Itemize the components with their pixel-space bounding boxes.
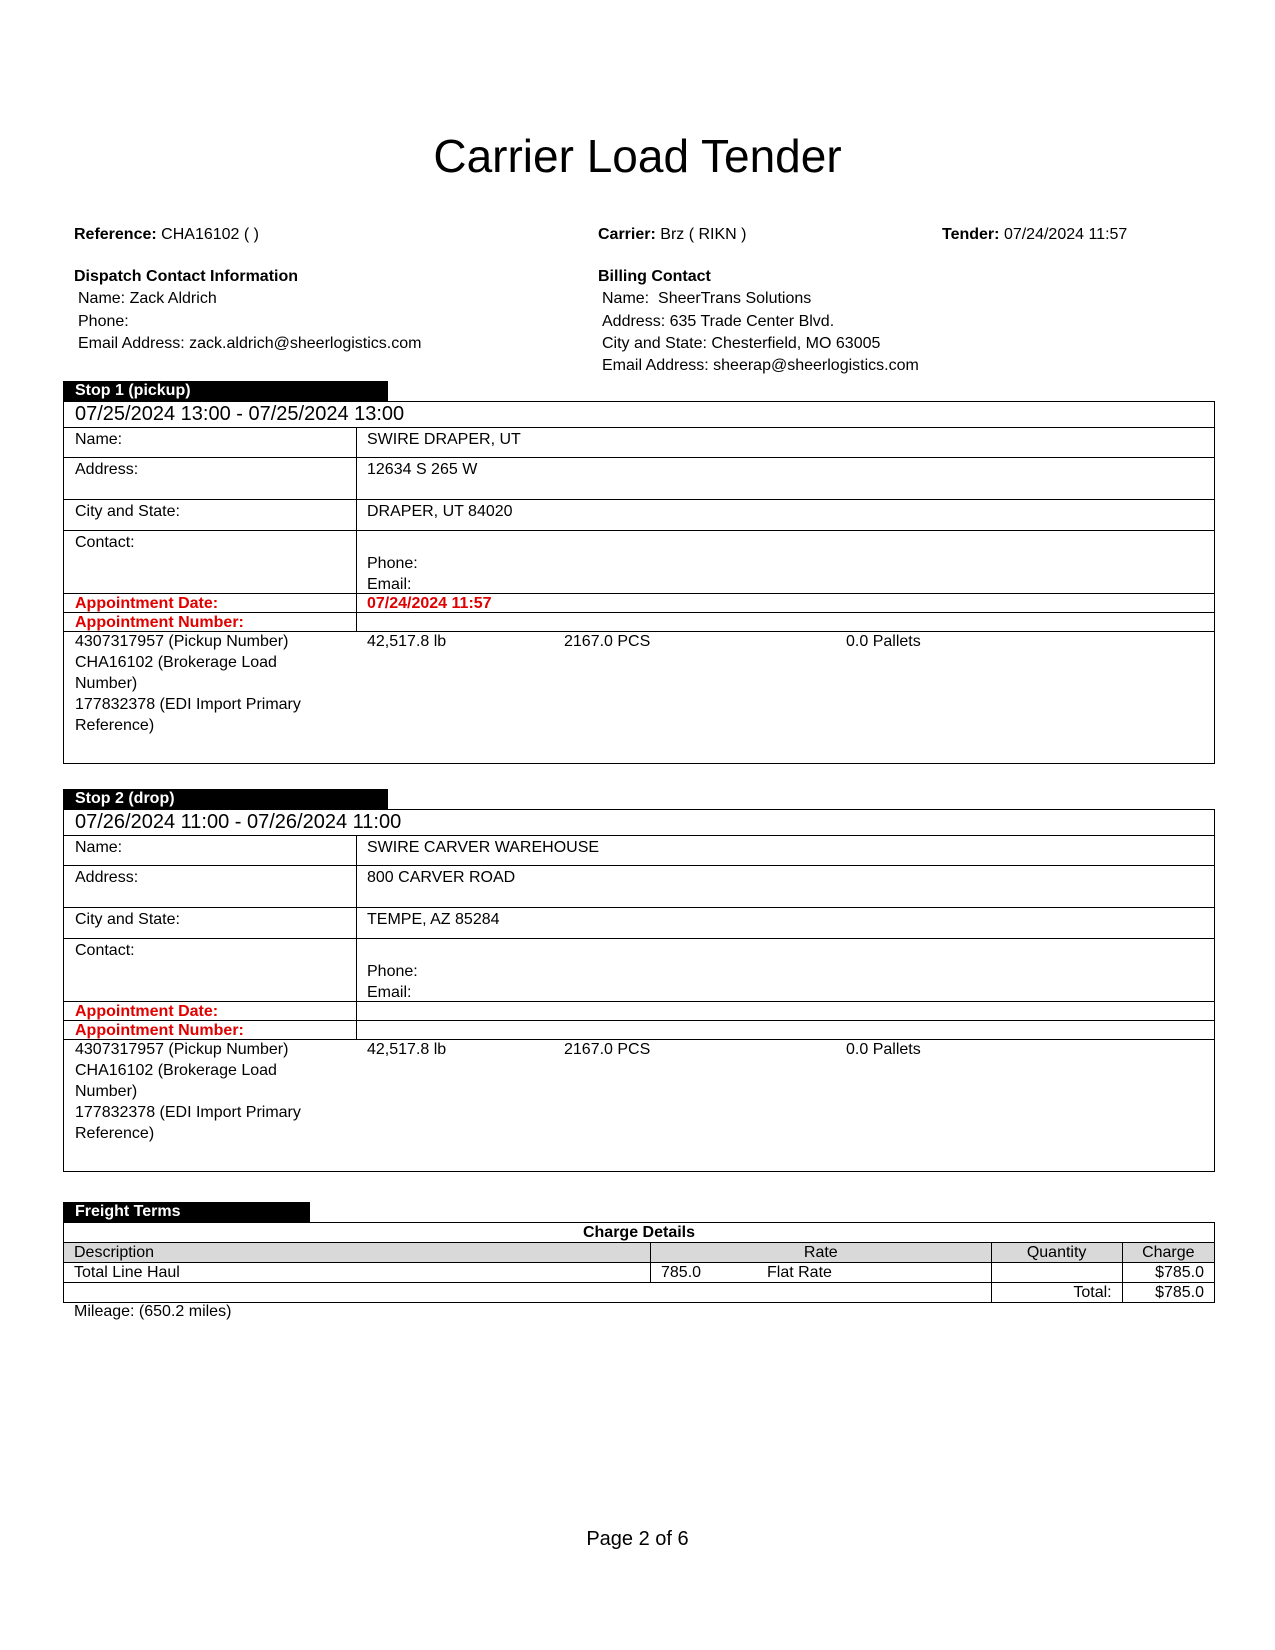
stop-1-weight: 42,517.8 lb <box>367 633 447 650</box>
stop-2-ref-1: 4307317957 (Pickup Number) <box>75 1041 289 1058</box>
stop-2-ref-4: 177832378 (EDI Import Primary <box>75 1104 301 1121</box>
billing-city-value: Chesterfield, MO 63005 <box>711 335 881 352</box>
stop-1-pieces: 2167.0 PCS <box>564 633 651 650</box>
dispatch-phone: Phone: <box>78 313 129 330</box>
tender-field <box>942 224 1127 246</box>
stop-2-appt-date-row <box>64 1001 1214 1021</box>
total-spacer <box>64 1283 992 1303</box>
stop-2-name-value: SWIRE CARVER WAREHOUSE <box>367 839 600 856</box>
line-description: Total Line Haul <box>64 1263 651 1283</box>
billing-address-value: 635 Trade Center Blvd. <box>669 313 835 330</box>
tender-value: 07/24/2024 11:57 <box>1003 226 1128 243</box>
billing-city-label: City and State: <box>602 335 707 352</box>
charge-total-row <box>64 1283 1215 1303</box>
stop-2-phone-label: Phone: <box>367 963 418 980</box>
stop-2-city-value: TEMPE, AZ 85284 <box>367 911 500 928</box>
billing-name-value: SheerTrans Solutions <box>658 290 812 307</box>
stop-1-appt-number-row <box>64 612 1214 632</box>
stop-1-details-row <box>64 631 1214 763</box>
reference-field <box>74 224 259 246</box>
billing-email: Email Address: sheerap@sheerlogistics.com <box>602 357 919 374</box>
billing-address-label: Address: <box>602 313 666 330</box>
stop-1-address-row <box>64 457 1214 500</box>
freight-terms-tab: Freight Terms <box>63 1202 310 1222</box>
stop-1-name-row <box>64 427 1214 458</box>
charge-header-row <box>64 1243 1215 1263</box>
stop-2-ref-5: Reference) <box>75 1125 155 1142</box>
stop-2-appt-number-label: Appointment Number: <box>75 1022 244 1039</box>
stop-1-contact-label: Contact: <box>75 534 135 551</box>
document-title: Carrier Load Tender <box>433 130 842 182</box>
line-rate: 785.0 <box>661 1264 702 1281</box>
stop-2-ref-3: Number) <box>75 1083 138 1100</box>
stop-2-ref-2: CHA16102 (Brokerage Load <box>75 1062 277 1079</box>
stop-1-ref-1: 4307317957 (Pickup Number) <box>75 633 289 650</box>
stop-2-table <box>63 809 1215 1172</box>
col-charge: Charge <box>1122 1243 1214 1263</box>
stop-1-table <box>63 401 1215 764</box>
stop-2-details-row <box>64 1039 1214 1171</box>
stop-1-ref-2: CHA16102 (Brokerage Load <box>75 654 277 671</box>
col-description: Description <box>64 1243 651 1263</box>
stop-1-appt-date-value: 07/24/2024 11:57 <box>367 595 492 612</box>
stop-1-contact-row <box>64 530 1214 594</box>
carrier-field <box>598 224 746 246</box>
stop-1-city-label: City and State: <box>75 503 180 520</box>
stop-2-city-label: City and State: <box>75 911 180 928</box>
stop-2-address-label: Address: <box>75 869 139 886</box>
line-rate-type: Flat Rate <box>767 1264 832 1281</box>
stop-1-email-label: Email: <box>367 576 412 593</box>
billing-heading: Billing Contact <box>598 268 711 285</box>
stop-2-date-range: 07/26/2024 11:00 - 07/26/2024 11:00 <box>75 811 402 833</box>
total-value: $785.0 <box>1122 1283 1214 1303</box>
col-quantity: Quantity <box>991 1243 1122 1263</box>
stop-1-ref-3: Number) <box>75 675 138 692</box>
tender-label: Tender: <box>942 226 1000 243</box>
stop-1-city-value: DRAPER, UT 84020 <box>367 503 513 520</box>
billing-address <box>602 311 834 333</box>
stop-1-address-label: Address: <box>75 461 139 478</box>
stop-2-name-label: Name: <box>75 839 123 856</box>
stop-1-tab: Stop 1 (pickup) <box>63 381 388 401</box>
stop-1-ref-4: 177832378 (EDI Import Primary <box>75 696 301 713</box>
stop-2-contact-label: Contact: <box>75 942 135 959</box>
billing-name <box>602 288 811 310</box>
stop-1-range-row <box>64 402 1214 427</box>
stop-2-address-row <box>64 865 1214 908</box>
total-label: Total: <box>991 1283 1122 1303</box>
charge-line-row <box>64 1263 1215 1283</box>
stop-2-address-value: 800 CARVER ROAD <box>367 869 516 886</box>
stop-2-appt-date-label: Appointment Date: <box>75 1003 219 1020</box>
line-quantity <box>991 1263 1122 1283</box>
stop-1-pallets: 0.0 Pallets <box>846 633 921 650</box>
stop-2-appt-number-row <box>64 1020 1214 1040</box>
stop-1-phone-label: Phone: <box>367 555 418 572</box>
stop-2-pieces: 2167.0 PCS <box>564 1041 651 1058</box>
dispatch-name: Name: Zack Aldrich <box>78 290 217 307</box>
carrier-value: Brz ( RIKN ) <box>660 226 747 243</box>
col-rate: Rate <box>651 1243 992 1263</box>
line-charge: $785.0 <box>1122 1263 1214 1283</box>
stop-1-appt-number-label: Appointment Number: <box>75 614 244 631</box>
stop-2-email-label: Email: <box>367 984 412 1001</box>
charge-details-table <box>63 1222 1215 1303</box>
reference-label: Reference: <box>74 226 157 243</box>
dispatch-email: Email Address: zack.aldrich@sheerlogistics.com <box>78 335 422 352</box>
mileage: Mileage: (650.2 miles) <box>74 1303 232 1320</box>
stop-1-address-value: 12634 S 265 W <box>367 461 478 478</box>
stop-2-range-row <box>64 810 1214 835</box>
stop-1-ref-5: Reference) <box>75 717 155 734</box>
stop-2-pallets: 0.0 Pallets <box>846 1041 921 1058</box>
stop-2-weight: 42,517.8 lb <box>367 1041 447 1058</box>
line-rate-cell <box>651 1263 992 1283</box>
stop-2-city-row <box>64 907 1214 939</box>
stop-1-name-value: SWIRE DRAPER, UT <box>367 431 521 448</box>
charge-details-heading: Charge Details <box>64 1223 1215 1243</box>
stop-2-contact-row <box>64 938 1214 1002</box>
stop-1-name-label: Name: <box>75 431 123 448</box>
stop-2-tab: Stop 2 (drop) <box>63 789 388 809</box>
stop-1-appt-date-row <box>64 593 1214 613</box>
stop-2-name-row <box>64 835 1214 866</box>
stop-1-date-range: 07/25/2024 13:00 - 07/25/2024 13:00 <box>75 403 405 425</box>
carrier-label: Carrier: <box>598 226 656 243</box>
stop-1-appt-date-label: Appointment Date: <box>75 595 219 612</box>
reference-value: CHA16102 ( ) <box>161 226 259 243</box>
billing-name-label: Name: <box>602 290 650 307</box>
billing-city <box>602 333 880 355</box>
dispatch-heading: Dispatch Contact Information <box>74 268 299 285</box>
page-number: Page 2 of 6 <box>586 1528 689 1550</box>
stop-1-city-row <box>64 499 1214 531</box>
